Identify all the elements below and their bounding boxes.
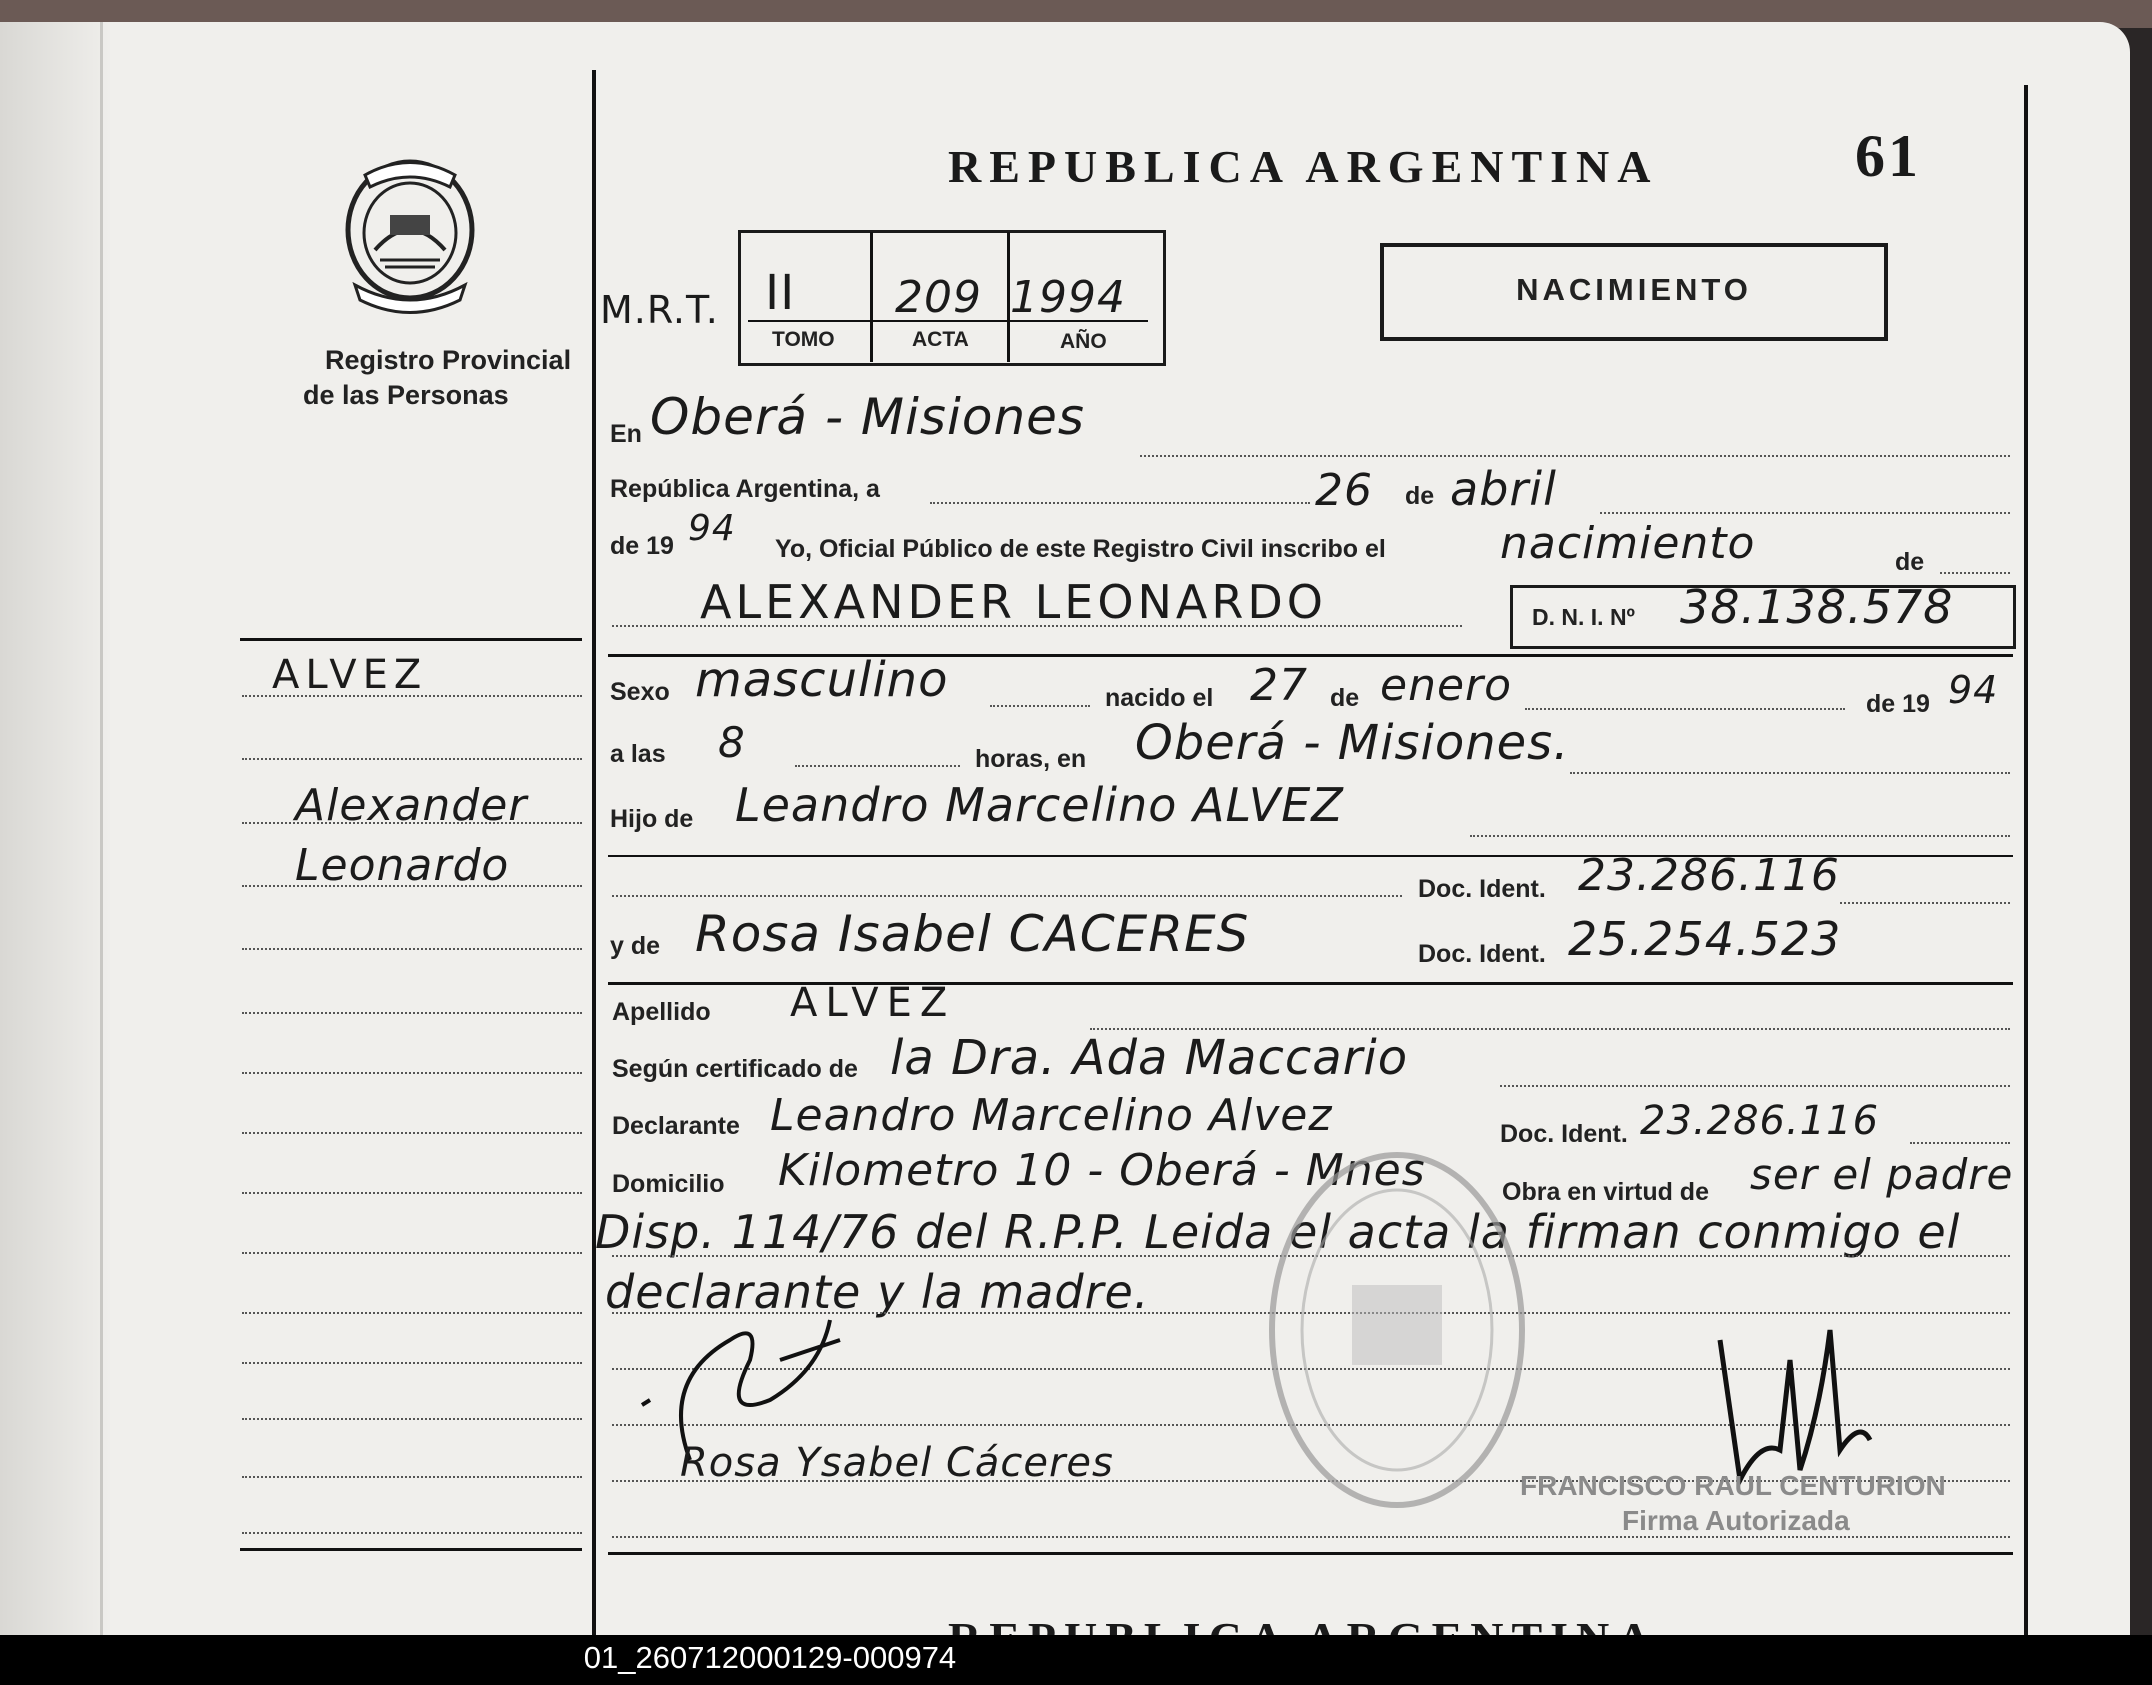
doc-ident-label: Doc. Ident. xyxy=(1418,875,1546,903)
dotted-line xyxy=(242,885,582,887)
nacido-mes: enero xyxy=(1380,660,1513,711)
dotted-line xyxy=(242,1476,582,1478)
page-binding-shadow xyxy=(0,22,110,1635)
anio-value: 1994 xyxy=(1010,272,1126,323)
fecha-dia: 26 xyxy=(1315,465,1373,516)
madre-value: Rosa Isabel CACERES xyxy=(695,905,1250,963)
dotted-line xyxy=(795,765,960,767)
dotted-line xyxy=(242,1252,582,1254)
lugar-value: Oberá - Misiones. xyxy=(1135,715,1570,771)
firma-madre: Rosa Ysabel Cáceres xyxy=(680,1440,1114,1486)
acta-label: ACTA xyxy=(912,328,969,351)
de-label: de xyxy=(1405,482,1435,510)
de19-label: de 19 xyxy=(610,532,674,560)
dotted-line xyxy=(930,502,1310,504)
dotted-line xyxy=(242,1072,582,1074)
doc-ident-label3: Doc. Ident. xyxy=(1500,1120,1628,1148)
dotted-line xyxy=(242,822,582,824)
next-page-title xyxy=(948,1612,1659,1635)
fecha-anio: 94 xyxy=(688,508,736,549)
dotted-line xyxy=(242,1132,582,1134)
dotted-line xyxy=(1525,708,1845,710)
dotted-line xyxy=(242,695,582,697)
declarante-doc: 23.286.116 xyxy=(1640,1098,1880,1144)
declarante-value: Leandro Marcelino Alvez xyxy=(770,1090,1333,1141)
margin-divider xyxy=(240,1548,582,1551)
dotted-line xyxy=(1470,835,2010,837)
dotted-line xyxy=(242,1192,582,1194)
yde-label: y de xyxy=(610,932,661,960)
nacido-label: nacido el xyxy=(1105,684,1214,712)
certificado-value: la Dra. Ada Maccario xyxy=(890,1030,1409,1086)
dni-label: D. N. I. Nº xyxy=(1532,604,1635,630)
image-id: 01_260712000129-000974 xyxy=(583,1640,957,1675)
de-label2: de xyxy=(1895,548,1925,576)
republica-label: República Argentina, a xyxy=(610,475,880,503)
binding-line xyxy=(100,22,103,1635)
horas-en-label: horas, en xyxy=(975,745,1087,773)
de-label3: de xyxy=(1330,684,1360,712)
record-id-divider xyxy=(870,232,873,362)
registry-name-line1: Registro Provincial xyxy=(325,345,572,375)
margin-surname: ALVEZ xyxy=(272,652,428,698)
padre-value: Leandro Marcelino ALVEZ xyxy=(735,778,1344,832)
oficial-title: Firma Autorizada xyxy=(1622,1505,1850,1536)
dotted-line xyxy=(242,1012,582,1014)
dotted-line xyxy=(242,758,582,760)
en-value: Oberá - Misiones xyxy=(650,388,1085,446)
madre-doc: 25.254.523 xyxy=(1568,912,1842,966)
nacido-anio: 94 xyxy=(1948,668,1999,712)
dotted-line xyxy=(990,705,1090,707)
domicilio-value: Kilometro 10 - Oberá - Mnes xyxy=(778,1145,1426,1196)
tomo-label: TOMO xyxy=(772,328,835,351)
doc-ident-label2: Doc. Ident. xyxy=(1418,940,1546,968)
dotted-line xyxy=(1600,512,2010,514)
anio-label: AÑO xyxy=(1060,330,1107,353)
fecha-mes: abril xyxy=(1450,462,1557,516)
dotted-line xyxy=(242,1532,582,1534)
domicilio-label: Domicilio xyxy=(612,1170,725,1198)
de19-label2: de 19 xyxy=(1866,690,1930,718)
record-type: NACIMIENTO xyxy=(1516,272,1752,307)
notas-line2: declarante y la madre. xyxy=(605,1265,1150,1319)
obra-label: Obra en virtud de xyxy=(1502,1178,1709,1206)
inscribo-value: nacimiento xyxy=(1500,518,1756,569)
margin-given-name-line2: Leonardo xyxy=(295,840,510,891)
apellido-label: Apellido xyxy=(612,998,711,1026)
nombre-value: ALEXANDER LEONARDO xyxy=(700,575,1327,629)
apellido-value: ALVEZ xyxy=(790,980,956,1026)
misiones-seal-icon xyxy=(335,155,485,315)
dotted-line xyxy=(1840,902,2010,904)
dotted-line xyxy=(1940,572,2010,574)
dotted-line xyxy=(242,948,582,950)
acta-value: 209 xyxy=(895,272,982,323)
obra-value: ser el padre xyxy=(1750,1150,2014,1199)
hora-value: 8 xyxy=(718,718,746,767)
declarante-label: Declarante xyxy=(612,1112,740,1140)
tomo-value: II xyxy=(765,265,796,321)
sexo-label: Sexo xyxy=(610,678,670,706)
sexo-value: masculino xyxy=(695,652,949,708)
alas-label: a las xyxy=(610,740,666,768)
column-divider xyxy=(592,70,596,1635)
margin-given-name-line1: Alexander xyxy=(295,780,528,831)
dotted-line xyxy=(1910,1142,2010,1144)
dotted-line xyxy=(1500,1085,2010,1087)
margin-divider xyxy=(240,638,582,641)
page-number: 61 xyxy=(1855,123,1921,189)
nacido-dia: 27 xyxy=(1250,660,1308,711)
right-border xyxy=(2024,85,2028,1635)
dni-value: 38.138.578 xyxy=(1680,580,1954,634)
notas-line1: Disp. 114/76 del R.P.P. Leida el acta la firman conmigo el xyxy=(595,1205,1961,1259)
padre-doc: 23.286.116 xyxy=(1578,850,1840,901)
official-stamp-icon xyxy=(1262,1145,1532,1515)
dotted-line xyxy=(242,1418,582,1420)
dotted-line xyxy=(242,1312,582,1314)
hijo-label: Hijo de xyxy=(610,805,694,833)
dotted-line xyxy=(1140,455,2010,457)
segun-label: Según certificado de xyxy=(612,1055,858,1083)
oficial-name: FRANCISCO RAUL CENTURION xyxy=(1520,1470,1946,1501)
mrt-prefix: M.R.T. xyxy=(600,288,719,332)
yo-label: Yo, Oficial Público de este Registro Civil inscribo el xyxy=(775,535,1386,563)
en-label: En xyxy=(610,420,642,448)
dotted-line xyxy=(612,895,1402,897)
registry-name-line2: de las Personas xyxy=(303,380,509,410)
dotted-line xyxy=(1570,772,2010,774)
dotted-line xyxy=(242,1362,582,1364)
country-title: REPUBLICA ARGENTINA xyxy=(948,141,1659,192)
